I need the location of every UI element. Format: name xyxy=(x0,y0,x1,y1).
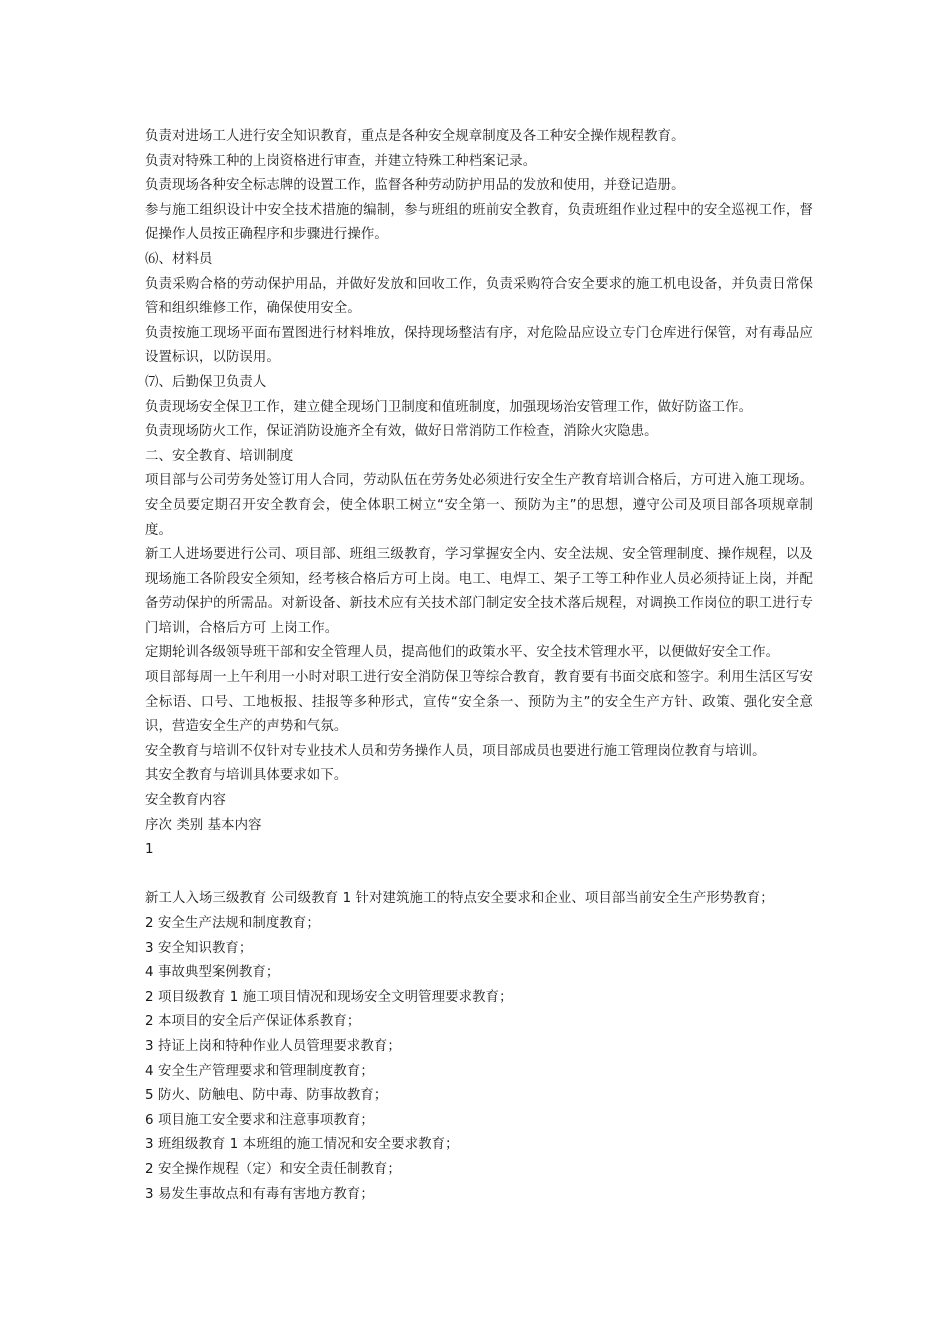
list-item: 2 安全生产法规和制度教育； xyxy=(145,916,320,931)
list-item: 3 班组级教育 1 本班组的施工情况和安全要求教育； xyxy=(145,1137,459,1153)
list-item: 2 项目级教育 1 施工项目情况和现场安全文明管理要求教育； xyxy=(145,989,513,1005)
paragraph: 负责采购合格的劳动保护用品，并做好发放和回收工作，负责采购符合安全要求的施工机电设备，并负责日常保管和组织维修工作，确保使用安全。 xyxy=(145,276,813,317)
paragraph: 项目部每周一上午利用一小时对职工进行安全消防保卫等综合教育，教育要有书面交底和签字。利用生活区写安全标语、口号、工地板报、挂报等多种形式，宣传“安全条一、预防为主”的安全生产方针、政策、强化安全意识，营造安全生产的声势和气氛。 xyxy=(145,670,813,735)
paragraph: 项目部与公司劳务处签订用人合同，劳动队伍在劳务处必须进行安全生产教育培训合格后，方可进入施工现场。安全员要定期召开安全教育会，使全体职工树立“安全第一、预防为主”的思想，遵守公司及项目部各项规章制度。 xyxy=(145,473,813,538)
paragraph: 安全教育与培训不仅针对专业技术人员和劳务操作人员，项目部成员也要进行施工管理岗位教育与培训。 xyxy=(145,743,766,759)
list-item: 3 易发生事故点和有毒有害地方教育； xyxy=(145,1186,374,1202)
list-item: 2 本项目的安全后产保证体系教育； xyxy=(145,1014,361,1030)
list-item: 4 安全生产管理要求和管理制度教育； xyxy=(145,1063,374,1079)
paragraph: 负责现场防火工作，保证消防设施齐全有效，做好日常消防工作检查，消除火灾隐患。 xyxy=(145,424,658,440)
paragraph: 负责对特殊工种的上岗资格进行审查，并建立特殊工种档案记录。 xyxy=(145,153,537,169)
blank-line xyxy=(145,863,813,888)
paragraph: 定期轮训各级领导班干部和安全管理人员，提高他们的政策水平、安全技术管理水平，以便做好安全工作。 xyxy=(145,645,780,661)
paragraph: 负责现场安全保卫工作，建立健全现场门卫制度和值班制度，加强现场治安管理工作，做好防盗工作。 xyxy=(145,399,753,415)
paragraph: 新工人进场要进行公司、项目部、班组三级教育，学习掌握安全内、安全法规、安全管理制度、操作规程，以及现场施工各阶段安全须知，经考核合格后方可上岗。电工、电焊工、架子工等工种作业人员必须持证上岗，并配备劳动保护的所需品。对新设备、新技术应有关技术部门制定安全技术落后规程，对调换工作岗位的职工进行专门培训，合格后方可 上岗工作。 xyxy=(145,547,813,636)
list-item: 5 防火、防触电、防中毒、防事故教育； xyxy=(145,1088,388,1104)
table-title: 安全教育内容 xyxy=(145,793,226,809)
table-header: 序次 类别 基本内容 xyxy=(145,817,262,833)
list-item: 3 持证上岗和特种作业人员管理要求教育； xyxy=(145,1038,401,1054)
paragraph: 其安全教育与培训具体要求如下。 xyxy=(145,768,348,784)
paragraph: 参与施工组织设计中安全技术措施的编制，参与班组的班前安全教育，负责班组作业过程中的安全巡视工作，督促操作人员按正确程序和步骤进行操作。 xyxy=(145,202,813,243)
table-row-number: 1 xyxy=(145,842,154,858)
list-item: 2 安全操作规程（定）和安全责任制教育； xyxy=(145,1161,401,1177)
list-item: 新工人入场三级教育 公司级教育 1 针对建筑施工的特点安全要求和企业、项目部当前安全生产形势教育； xyxy=(145,891,774,907)
list-item: 3 安全知识教育； xyxy=(145,940,253,956)
document-body xyxy=(145,125,813,1207)
section-heading: ⑹、材料员 xyxy=(145,251,213,267)
section-heading: ⑺、后勤保卫负责人 xyxy=(145,374,267,390)
section-heading: 二、安全教育、培训制度 xyxy=(145,448,294,464)
list-item: 4 事故典型案例教育； xyxy=(145,965,280,981)
paragraph: 负责按施工现场平面布置图进行材料堆放，保持现场整洁有序，对危险品应设立专门仓库进行保管，对有毒品应设置标识，以防误用。 xyxy=(145,325,813,366)
paragraph: 负责现场各种安全标志牌的设置工作，监督各种劳动防护用品的发放和使用，并登记造册。 xyxy=(145,178,685,194)
list-item: 6 项目施工安全要求和注意事项教育； xyxy=(145,1112,374,1128)
paragraph: 负责对进场工人进行安全知识教育，重点是各种安全规章制度及各工种安全操作规程教育。 xyxy=(145,129,685,144)
